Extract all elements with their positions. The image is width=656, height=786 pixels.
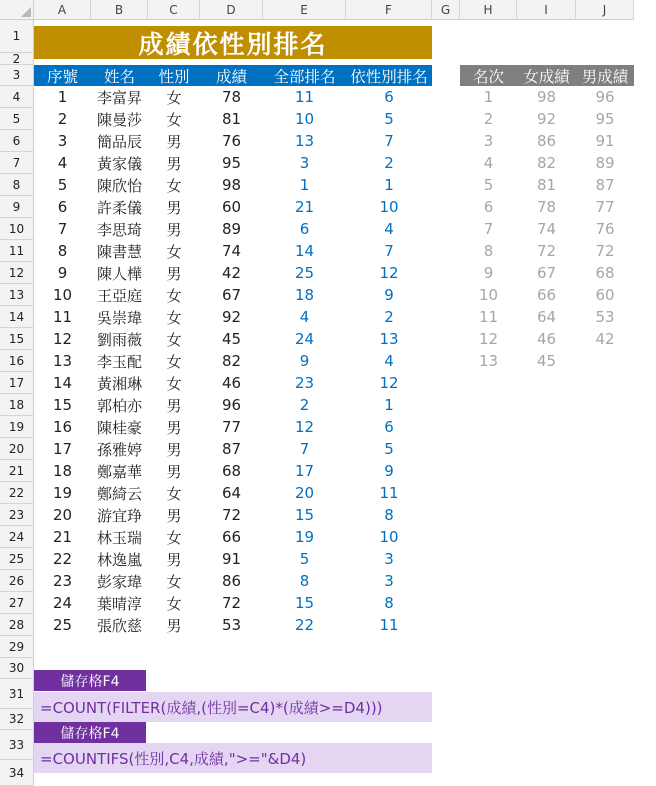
row-header-33[interactable]: 33 xyxy=(0,730,34,760)
student-cell[interactable]: 2 xyxy=(384,154,394,172)
row-header-28[interactable]: 28 xyxy=(0,614,34,636)
student-cell[interactable]: 23 xyxy=(52,572,73,590)
student-cell[interactable]: 女 xyxy=(166,330,182,349)
student-cell[interactable]: 12 xyxy=(379,264,399,282)
student-cell[interactable]: 1 xyxy=(384,396,394,414)
student-cell[interactable]: 3 xyxy=(57,132,68,150)
student-cell[interactable]: 5 xyxy=(384,110,394,128)
rank-cell[interactable]: 7 xyxy=(483,220,494,238)
student-cell[interactable]: 96 xyxy=(221,396,242,414)
student-cell[interactable]: 劉雨薇 xyxy=(96,330,142,349)
rank-header-cell[interactable]: 女成績 xyxy=(517,65,576,86)
column-header-G[interactable]: G xyxy=(432,0,460,20)
row-header-9[interactable]: 9 xyxy=(0,196,34,218)
rank-cell[interactable]: 66 xyxy=(536,286,557,304)
student-cell[interactable]: 72 xyxy=(221,594,242,612)
header-cell[interactable]: 依性別排名 xyxy=(346,65,432,86)
rank-cell[interactable]: 67 xyxy=(536,264,557,282)
student-cell[interactable]: 7 xyxy=(384,132,394,150)
row-header-26[interactable]: 26 xyxy=(0,570,34,592)
rank-cell[interactable]: 13 xyxy=(478,352,499,370)
student-cell[interactable]: 10 xyxy=(52,286,73,304)
student-cell[interactable]: 77 xyxy=(221,418,242,436)
student-cell[interactable]: 15 xyxy=(294,506,315,524)
student-cell[interactable]: 6 xyxy=(299,220,310,238)
student-cell[interactable]: 男 xyxy=(166,220,182,239)
row-header-6[interactable]: 6 xyxy=(0,130,34,152)
student-cell[interactable]: 19 xyxy=(294,528,315,546)
student-cell[interactable]: 8 xyxy=(384,506,394,524)
student-cell[interactable]: 87 xyxy=(221,440,242,458)
column-header-J[interactable]: J xyxy=(576,0,634,20)
row-header-8[interactable]: 8 xyxy=(0,174,34,196)
student-cell[interactable]: 女 xyxy=(166,594,182,613)
student-cell[interactable]: 男 xyxy=(166,132,182,151)
student-cell[interactable]: 23 xyxy=(294,374,315,392)
note2-formula[interactable]: =COUNTIFS(性別,C4,成績,">="&D4) xyxy=(34,743,432,773)
student-cell[interactable]: 6 xyxy=(384,418,394,436)
student-cell[interactable]: 女 xyxy=(166,374,182,393)
rank-cell[interactable]: 77 xyxy=(595,198,615,216)
header-cell[interactable]: 成績 xyxy=(200,65,263,86)
student-cell[interactable]: 簡品辰 xyxy=(96,132,142,151)
student-cell[interactable]: 12 xyxy=(379,374,399,392)
student-cell[interactable]: 男 xyxy=(166,198,182,217)
row-header-32[interactable]: 32 xyxy=(0,709,34,730)
student-cell[interactable]: 7 xyxy=(57,220,68,238)
student-cell[interactable]: 17 xyxy=(294,462,315,480)
header-cell[interactable]: 姓名 xyxy=(91,65,148,86)
row-header-1[interactable]: 1 xyxy=(0,20,34,53)
student-cell[interactable]: 11 xyxy=(379,616,399,634)
student-cell[interactable]: 李思琦 xyxy=(96,220,142,239)
rank-header-cell[interactable]: 名次 xyxy=(460,65,517,86)
student-cell[interactable]: 14 xyxy=(52,374,73,392)
rank-cell[interactable]: 92 xyxy=(536,110,557,128)
row-header-16[interactable]: 16 xyxy=(0,350,34,372)
student-cell[interactable]: 陳曼莎 xyxy=(96,110,142,129)
row-header-22[interactable]: 22 xyxy=(0,482,34,504)
rank-cell[interactable]: 68 xyxy=(595,264,615,282)
rank-cell[interactable]: 91 xyxy=(595,132,615,150)
student-cell[interactable]: 3 xyxy=(384,572,394,590)
student-cell[interactable]: 81 xyxy=(221,110,242,128)
student-cell[interactable]: 12 xyxy=(294,418,315,436)
student-cell[interactable]: 10 xyxy=(294,110,315,128)
rank-cell[interactable]: 89 xyxy=(595,154,615,172)
student-cell[interactable]: 4 xyxy=(384,352,394,370)
student-cell[interactable]: 22 xyxy=(294,616,315,634)
student-cell[interactable]: 女 xyxy=(166,308,182,327)
rank-cell[interactable]: 95 xyxy=(595,110,615,128)
student-cell[interactable]: 王亞庭 xyxy=(96,286,142,305)
student-cell[interactable]: 1 xyxy=(57,88,68,106)
student-cell[interactable]: 9 xyxy=(299,352,310,370)
row-header-10[interactable]: 10 xyxy=(0,218,34,240)
student-cell[interactable]: 11 xyxy=(52,308,73,326)
student-cell[interactable]: 許柔儀 xyxy=(96,198,142,217)
student-cell[interactable]: 17 xyxy=(52,440,73,458)
student-cell[interactable]: 74 xyxy=(221,242,242,260)
student-cell[interactable]: 14 xyxy=(294,242,315,260)
select-all-corner[interactable] xyxy=(0,0,34,20)
student-cell[interactable]: 林玉瑞 xyxy=(96,528,142,547)
student-cell[interactable]: 2 xyxy=(57,110,68,128)
rank-cell[interactable]: 86 xyxy=(536,132,557,150)
student-cell[interactable]: 女 xyxy=(166,484,182,503)
student-cell[interactable]: 5 xyxy=(384,440,394,458)
student-cell[interactable]: 吳崇瑋 xyxy=(96,308,142,327)
student-cell[interactable]: 男 xyxy=(166,462,182,481)
student-cell[interactable]: 郭柏亦 xyxy=(96,396,142,415)
student-cell[interactable]: 16 xyxy=(52,418,73,436)
row-header-20[interactable]: 20 xyxy=(0,438,34,460)
row-header-2[interactable]: 2 xyxy=(0,53,34,65)
rank-cell[interactable]: 6 xyxy=(483,198,494,216)
student-cell[interactable]: 7 xyxy=(384,242,394,260)
student-cell[interactable]: 黃家儀 xyxy=(96,154,142,173)
student-cell[interactable]: 9 xyxy=(57,264,68,282)
student-cell[interactable]: 4 xyxy=(299,308,310,326)
student-cell[interactable]: 孫雅婷 xyxy=(96,440,142,459)
student-cell[interactable]: 13 xyxy=(294,132,315,150)
rank-cell[interactable]: 82 xyxy=(536,154,557,172)
row-header-15[interactable]: 15 xyxy=(0,328,34,350)
header-cell[interactable]: 序號 xyxy=(34,65,91,86)
student-cell[interactable]: 葉晴淳 xyxy=(96,594,142,613)
student-cell[interactable]: 女 xyxy=(166,572,182,591)
row-header-3[interactable]: 3 xyxy=(0,65,34,86)
student-cell[interactable]: 15 xyxy=(52,396,73,414)
student-cell[interactable]: 黃湘琳 xyxy=(96,374,142,393)
row-header-14[interactable]: 14 xyxy=(0,306,34,328)
student-cell[interactable]: 18 xyxy=(52,462,73,480)
row-header-13[interactable]: 13 xyxy=(0,284,34,306)
rank-cell[interactable]: 8 xyxy=(483,242,494,260)
student-cell[interactable]: 1 xyxy=(299,176,310,194)
student-cell[interactable]: 8 xyxy=(299,572,310,590)
rank-cell[interactable]: 4 xyxy=(483,154,494,172)
student-cell[interactable]: 66 xyxy=(221,528,242,546)
rank-cell[interactable]: 78 xyxy=(536,198,557,216)
student-cell[interactable]: 89 xyxy=(221,220,242,238)
student-cell[interactable]: 86 xyxy=(221,572,242,590)
student-cell[interactable]: 男 xyxy=(166,418,182,437)
row-header-23[interactable]: 23 xyxy=(0,504,34,526)
student-cell[interactable]: 男 xyxy=(166,616,182,635)
rank-cell[interactable]: 81 xyxy=(536,176,557,194)
student-cell[interactable]: 15 xyxy=(294,594,315,612)
row-header-24[interactable]: 24 xyxy=(0,526,34,548)
student-cell[interactable]: 25 xyxy=(294,264,315,282)
row-header-19[interactable]: 19 xyxy=(0,416,34,438)
student-cell[interactable]: 20 xyxy=(294,484,315,502)
student-cell[interactable]: 78 xyxy=(221,88,242,106)
rank-header-cell[interactable]: 男成績 xyxy=(576,65,634,86)
student-cell[interactable]: 林逸嵐 xyxy=(96,550,142,569)
student-cell[interactable]: 42 xyxy=(221,264,242,282)
student-cell[interactable]: 李玉配 xyxy=(96,352,142,371)
rank-cell[interactable]: 45 xyxy=(536,352,557,370)
student-cell[interactable]: 24 xyxy=(294,330,315,348)
student-cell[interactable]: 13 xyxy=(52,352,73,370)
note2-label[interactable]: 儲存格F4 xyxy=(34,722,146,743)
student-cell[interactable]: 男 xyxy=(166,264,182,283)
student-cell[interactable]: 陳人樺 xyxy=(96,264,142,283)
student-cell[interactable]: 21 xyxy=(52,528,73,546)
student-cell[interactable]: 45 xyxy=(221,330,242,348)
sheet-title[interactable]: 成績依性別排名 xyxy=(34,26,432,59)
student-cell[interactable]: 游宜琤 xyxy=(96,506,142,525)
row-header-5[interactable]: 5 xyxy=(0,108,34,130)
student-cell[interactable]: 92 xyxy=(221,308,242,326)
student-cell[interactable]: 男 xyxy=(166,550,182,569)
student-cell[interactable]: 11 xyxy=(294,88,315,106)
student-cell[interactable]: 10 xyxy=(379,528,399,546)
student-cell[interactable]: 6 xyxy=(384,88,394,106)
student-cell[interactable]: 11 xyxy=(379,484,399,502)
rank-cell[interactable]: 2 xyxy=(483,110,494,128)
student-cell[interactable]: 21 xyxy=(294,198,315,216)
student-cell[interactable]: 男 xyxy=(166,506,182,525)
rank-cell[interactable]: 87 xyxy=(595,176,615,194)
student-cell[interactable]: 64 xyxy=(221,484,242,502)
row-header-18[interactable]: 18 xyxy=(0,394,34,416)
student-cell[interactable]: 鄭綺云 xyxy=(96,484,142,503)
row-header-11[interactable]: 11 xyxy=(0,240,34,262)
student-cell[interactable]: 95 xyxy=(221,154,242,172)
student-cell[interactable]: 10 xyxy=(379,198,399,216)
student-cell[interactable]: 女 xyxy=(166,286,182,305)
student-cell[interactable]: 李富昇 xyxy=(96,88,142,107)
student-cell[interactable]: 陳桂豪 xyxy=(96,418,142,437)
student-cell[interactable]: 9 xyxy=(384,462,394,480)
student-cell[interactable]: 13 xyxy=(379,330,399,348)
student-cell[interactable]: 7 xyxy=(299,440,310,458)
student-cell[interactable]: 4 xyxy=(57,154,68,172)
row-header-7[interactable]: 7 xyxy=(0,152,34,174)
rank-cell[interactable]: 1 xyxy=(483,88,494,106)
student-cell[interactable]: 18 xyxy=(294,286,315,304)
row-header-25[interactable]: 25 xyxy=(0,548,34,570)
student-cell[interactable]: 女 xyxy=(166,88,182,107)
student-cell[interactable]: 82 xyxy=(221,352,242,370)
student-cell[interactable]: 22 xyxy=(52,550,73,568)
student-cell[interactable]: 4 xyxy=(384,220,394,238)
student-cell[interactable]: 72 xyxy=(221,506,242,524)
student-cell[interactable]: 彭家瑋 xyxy=(96,572,142,591)
student-cell[interactable]: 19 xyxy=(52,484,73,502)
row-header-17[interactable]: 17 xyxy=(0,372,34,394)
student-cell[interactable]: 女 xyxy=(166,528,182,547)
student-cell[interactable]: 20 xyxy=(52,506,73,524)
column-header-B[interactable]: B xyxy=(91,0,148,20)
rank-cell[interactable]: 12 xyxy=(478,330,499,348)
column-header-E[interactable]: E xyxy=(263,0,346,20)
student-cell[interactable]: 60 xyxy=(221,198,242,216)
student-cell[interactable]: 女 xyxy=(166,242,182,261)
rank-cell[interactable]: 98 xyxy=(536,88,557,106)
rank-cell[interactable]: 74 xyxy=(536,220,557,238)
student-cell[interactable]: 67 xyxy=(221,286,242,304)
rank-cell[interactable]: 3 xyxy=(483,132,494,150)
student-cell[interactable]: 5 xyxy=(299,550,310,568)
student-cell[interactable]: 8 xyxy=(384,594,394,612)
row-header-29[interactable]: 29 xyxy=(0,636,34,658)
row-header-30[interactable]: 30 xyxy=(0,658,34,679)
rank-cell[interactable]: 72 xyxy=(595,242,615,260)
rank-cell[interactable]: 72 xyxy=(536,242,557,260)
student-cell[interactable]: 6 xyxy=(57,198,68,216)
column-header-A[interactable]: A xyxy=(34,0,91,20)
column-header-D[interactable]: D xyxy=(200,0,263,20)
student-cell[interactable]: 98 xyxy=(221,176,242,194)
student-cell[interactable]: 2 xyxy=(299,396,310,414)
rank-cell[interactable]: 5 xyxy=(483,176,494,194)
student-cell[interactable]: 25 xyxy=(52,616,73,634)
student-cell[interactable]: 53 xyxy=(221,616,242,634)
rank-cell[interactable]: 60 xyxy=(595,286,615,304)
student-cell[interactable]: 76 xyxy=(221,132,242,150)
student-cell[interactable]: 8 xyxy=(57,242,68,260)
column-header-F[interactable]: F xyxy=(346,0,432,20)
student-cell[interactable]: 9 xyxy=(384,286,394,304)
student-cell[interactable]: 3 xyxy=(384,550,394,568)
student-cell[interactable]: 張欣慈 xyxy=(96,616,142,635)
row-header-34[interactable]: 34 xyxy=(0,760,34,786)
rank-cell[interactable]: 53 xyxy=(595,308,615,326)
rank-cell[interactable]: 76 xyxy=(595,220,615,238)
rank-cell[interactable]: 11 xyxy=(478,308,499,326)
student-cell[interactable]: 91 xyxy=(221,550,242,568)
row-header-27[interactable]: 27 xyxy=(0,592,34,614)
row-header-31[interactable]: 31 xyxy=(0,679,34,709)
row-header-4[interactable]: 4 xyxy=(0,86,34,108)
rank-cell[interactable]: 9 xyxy=(483,264,494,282)
row-header-21[interactable]: 21 xyxy=(0,460,34,482)
student-cell[interactable]: 女 xyxy=(166,176,182,195)
student-cell[interactable]: 女 xyxy=(166,352,182,371)
student-cell[interactable]: 男 xyxy=(166,154,182,173)
student-cell[interactable]: 2 xyxy=(384,308,394,326)
column-header-C[interactable]: C xyxy=(148,0,200,20)
student-cell[interactable]: 68 xyxy=(221,462,242,480)
rank-cell[interactable]: 96 xyxy=(595,88,615,106)
row-header-12[interactable]: 12 xyxy=(0,262,34,284)
column-header-I[interactable]: I xyxy=(517,0,576,20)
rank-cell[interactable]: 42 xyxy=(595,330,615,348)
header-cell[interactable]: 全部排名 xyxy=(263,65,346,86)
student-cell[interactable]: 24 xyxy=(52,594,73,612)
student-cell[interactable]: 女 xyxy=(166,110,182,129)
rank-cell[interactable] xyxy=(576,350,634,372)
header-cell[interactable]: 性別 xyxy=(148,65,200,86)
column-header-H[interactable]: H xyxy=(460,0,517,20)
note1-formula[interactable]: =COUNT(FILTER(成績,(性別=C4)*(成績>=D4))) xyxy=(34,692,432,722)
student-cell[interactable]: 12 xyxy=(52,330,73,348)
note1-label[interactable]: 儲存格F4 xyxy=(34,670,146,691)
student-cell[interactable]: 1 xyxy=(384,176,394,194)
student-cell[interactable]: 陳書慧 xyxy=(96,242,142,261)
rank-cell[interactable]: 46 xyxy=(536,330,557,348)
student-cell[interactable]: 男 xyxy=(166,396,182,415)
student-cell[interactable]: 5 xyxy=(57,176,68,194)
student-cell[interactable]: 46 xyxy=(221,374,242,392)
student-cell[interactable]: 3 xyxy=(299,154,310,172)
rank-cell[interactable]: 10 xyxy=(478,286,499,304)
rank-cell[interactable]: 64 xyxy=(536,308,557,326)
student-cell[interactable]: 鄭嘉華 xyxy=(96,462,142,481)
student-cell[interactable]: 男 xyxy=(166,440,182,459)
student-cell[interactable]: 陳欣怡 xyxy=(96,176,142,195)
